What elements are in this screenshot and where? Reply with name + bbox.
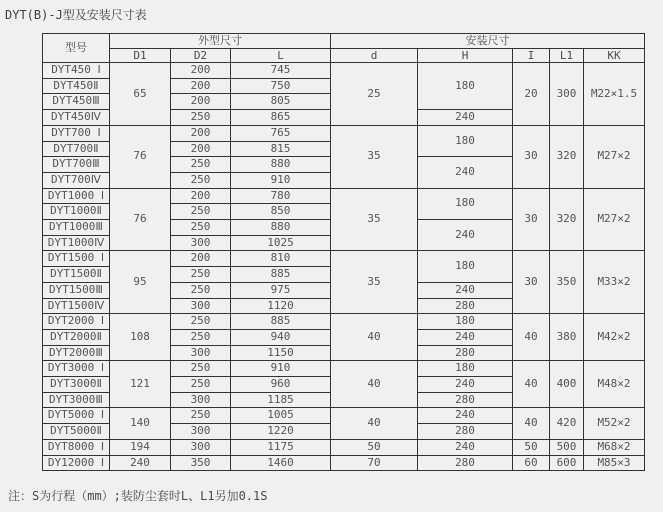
header-d: d xyxy=(331,48,418,63)
l-cell: 1120 xyxy=(231,298,331,314)
d-cell: 35 xyxy=(331,125,418,188)
header-l1: L1 xyxy=(550,48,584,63)
l1-cell: 400 xyxy=(550,361,584,408)
l1-cell: 420 xyxy=(550,408,584,439)
model-cell: DYT2000Ⅲ xyxy=(43,345,110,361)
l-cell: 960 xyxy=(231,377,331,393)
header-row-sub xyxy=(43,48,645,63)
model-cell: DYT450Ⅱ xyxy=(43,78,110,94)
table-row xyxy=(43,188,645,204)
h-cell: 240 xyxy=(418,329,513,345)
h-cell: 180 xyxy=(418,251,513,282)
d1-cell: 76 xyxy=(110,125,171,188)
h-cell: 240 xyxy=(418,408,513,424)
d2-cell: 250 xyxy=(171,408,231,424)
model-cell: DYT1500Ⅲ xyxy=(43,282,110,298)
i-cell: 40 xyxy=(513,408,550,439)
l-cell: 865 xyxy=(231,110,331,126)
d-cell: 40 xyxy=(331,361,418,408)
header-d1: D1 xyxy=(110,48,171,63)
d2-cell: 250 xyxy=(171,314,231,330)
d2-cell: 250 xyxy=(171,204,231,220)
l1-cell: 380 xyxy=(550,314,584,361)
i-cell: 40 xyxy=(513,361,550,408)
d2-cell: 350 xyxy=(171,455,231,471)
l-cell: 880 xyxy=(231,220,331,236)
l1-cell: 320 xyxy=(550,188,584,251)
l1-cell: 300 xyxy=(550,63,584,126)
table-body xyxy=(43,63,645,471)
header-outer-dims: 外型尺寸 xyxy=(110,34,331,49)
table-row xyxy=(43,63,645,79)
i-cell: 50 xyxy=(513,439,550,455)
header-d2: D2 xyxy=(171,48,231,63)
kk-cell: M22×1.5 xyxy=(584,63,645,126)
header-model: 型号 xyxy=(43,34,110,63)
d1-cell: 108 xyxy=(110,314,171,361)
d-cell: 50 xyxy=(331,439,418,455)
d2-cell: 250 xyxy=(171,172,231,188)
kk-cell: M68×2 xyxy=(584,439,645,455)
d1-cell: 76 xyxy=(110,188,171,251)
l-cell: 765 xyxy=(231,125,331,141)
d1-cell: 140 xyxy=(110,408,171,439)
l-cell: 1150 xyxy=(231,345,331,361)
d-cell: 35 xyxy=(331,188,418,251)
page-title: DYT(B)-J型及安装尺寸表 xyxy=(5,8,147,22)
i-cell: 20 xyxy=(513,63,550,126)
l-cell: 910 xyxy=(231,361,331,377)
kk-cell: M33×2 xyxy=(584,251,645,314)
model-cell: DYT450Ⅳ xyxy=(43,110,110,126)
kk-cell: M48×2 xyxy=(584,361,645,408)
d2-cell: 250 xyxy=(171,361,231,377)
header-l: L xyxy=(231,48,331,63)
l-cell: 880 xyxy=(231,157,331,173)
h-cell: 280 xyxy=(418,455,513,471)
table-row xyxy=(43,361,645,377)
model-cell: DYT2000 Ⅰ xyxy=(43,314,110,330)
model-cell: DYT450Ⅲ xyxy=(43,94,110,110)
h-cell: 280 xyxy=(418,298,513,314)
kk-cell: M27×2 xyxy=(584,188,645,251)
d2-cell: 300 xyxy=(171,345,231,361)
kk-cell: M52×2 xyxy=(584,408,645,439)
d1-cell: 95 xyxy=(110,251,171,314)
i-cell: 30 xyxy=(513,125,550,188)
header-h: H xyxy=(418,48,513,63)
d2-cell: 250 xyxy=(171,267,231,283)
l-cell: 1460 xyxy=(231,455,331,471)
model-cell: DYT5000 Ⅰ xyxy=(43,408,110,424)
d1-cell: 240 xyxy=(110,455,171,471)
l-cell: 1005 xyxy=(231,408,331,424)
l-cell: 1185 xyxy=(231,392,331,408)
h-cell: 180 xyxy=(418,188,513,219)
table-row xyxy=(43,439,645,455)
l-cell: 1025 xyxy=(231,235,331,251)
l-cell: 850 xyxy=(231,204,331,220)
h-cell: 280 xyxy=(418,392,513,408)
d1-cell: 194 xyxy=(110,439,171,455)
l1-cell: 350 xyxy=(550,251,584,314)
kk-cell: M27×2 xyxy=(584,125,645,188)
model-cell: DYT1500Ⅳ xyxy=(43,298,110,314)
l-cell: 940 xyxy=(231,329,331,345)
table-row xyxy=(43,251,645,267)
d2-cell: 250 xyxy=(171,329,231,345)
header-i: I xyxy=(513,48,550,63)
model-cell: DYT8000 Ⅰ xyxy=(43,439,110,455)
d2-cell: 200 xyxy=(171,125,231,141)
l-cell: 780 xyxy=(231,188,331,204)
l-cell: 885 xyxy=(231,267,331,283)
d2-cell: 300 xyxy=(171,235,231,251)
i-cell: 30 xyxy=(513,251,550,314)
model-cell: DYT700Ⅱ xyxy=(43,141,110,157)
l-cell: 810 xyxy=(231,251,331,267)
i-cell: 30 xyxy=(513,188,550,251)
l1-cell: 600 xyxy=(550,455,584,471)
h-cell: 240 xyxy=(418,439,513,455)
model-cell: DYT700 Ⅰ xyxy=(43,125,110,141)
model-cell: DYT3000Ⅱ xyxy=(43,377,110,393)
model-cell: DYT1000Ⅳ xyxy=(43,235,110,251)
header-row-groups xyxy=(43,34,645,49)
d2-cell: 250 xyxy=(171,220,231,236)
l1-cell: 500 xyxy=(550,439,584,455)
d1-cell: 121 xyxy=(110,361,171,408)
header-kk: KK xyxy=(584,48,645,63)
l-cell: 745 xyxy=(231,63,331,79)
d-cell: 35 xyxy=(331,251,418,314)
d2-cell: 300 xyxy=(171,298,231,314)
d2-cell: 250 xyxy=(171,282,231,298)
d2-cell: 300 xyxy=(171,439,231,455)
d2-cell: 250 xyxy=(171,377,231,393)
d2-cell: 250 xyxy=(171,110,231,126)
l-cell: 885 xyxy=(231,314,331,330)
i-cell: 60 xyxy=(513,455,550,471)
d2-cell: 250 xyxy=(171,157,231,173)
model-cell: DYT5000Ⅱ xyxy=(43,424,110,440)
h-cell: 240 xyxy=(418,282,513,298)
d-cell: 25 xyxy=(331,63,418,126)
h-cell: 240 xyxy=(418,157,513,188)
h-cell: 180 xyxy=(418,63,513,110)
model-cell: DYT1500Ⅱ xyxy=(43,267,110,283)
l1-cell: 320 xyxy=(550,125,584,188)
l-cell: 1220 xyxy=(231,424,331,440)
l-cell: 975 xyxy=(231,282,331,298)
model-cell: DYT1500 Ⅰ xyxy=(43,251,110,267)
l-cell: 910 xyxy=(231,172,331,188)
h-cell: 240 xyxy=(418,220,513,251)
d1-cell: 65 xyxy=(110,63,171,126)
table-header xyxy=(43,34,645,63)
h-cell: 180 xyxy=(418,361,513,377)
kk-cell: M85×3 xyxy=(584,455,645,471)
table-row xyxy=(43,314,645,330)
d-cell: 70 xyxy=(331,455,418,471)
h-cell: 180 xyxy=(418,314,513,330)
i-cell: 40 xyxy=(513,314,550,361)
h-cell: 180 xyxy=(418,125,513,156)
table-row xyxy=(43,455,645,471)
table-row xyxy=(43,125,645,141)
kk-cell: M42×2 xyxy=(584,314,645,361)
l-cell: 805 xyxy=(231,94,331,110)
model-cell: DY12000 Ⅰ xyxy=(43,455,110,471)
header-install-dims: 安装尺寸 xyxy=(331,34,645,49)
dimension-table xyxy=(42,33,645,471)
d2-cell: 200 xyxy=(171,141,231,157)
footnote: 注：S为行程（mm）;装防尘套时L、L1另加0.1S xyxy=(8,489,268,503)
h-cell: 240 xyxy=(418,110,513,126)
d2-cell: 200 xyxy=(171,94,231,110)
model-cell: DYT3000Ⅲ xyxy=(43,392,110,408)
d2-cell: 300 xyxy=(171,424,231,440)
model-cell: DYT2000Ⅱ xyxy=(43,329,110,345)
h-cell: 280 xyxy=(418,424,513,440)
model-cell: DYT1000 Ⅰ xyxy=(43,188,110,204)
model-cell: DYT700Ⅳ xyxy=(43,172,110,188)
l-cell: 815 xyxy=(231,141,331,157)
d-cell: 40 xyxy=(331,314,418,361)
d2-cell: 200 xyxy=(171,188,231,204)
d2-cell: 200 xyxy=(171,251,231,267)
table-row xyxy=(43,408,645,424)
d2-cell: 200 xyxy=(171,63,231,79)
model-cell: DYT450 Ⅰ xyxy=(43,63,110,79)
model-cell: DYT1000Ⅱ xyxy=(43,204,110,220)
d-cell: 40 xyxy=(331,408,418,439)
l-cell: 750 xyxy=(231,78,331,94)
model-cell: DYT700Ⅲ xyxy=(43,157,110,173)
l-cell: 1175 xyxy=(231,439,331,455)
d2-cell: 300 xyxy=(171,392,231,408)
h-cell: 240 xyxy=(418,377,513,393)
model-cell: DYT3000 Ⅰ xyxy=(43,361,110,377)
d2-cell: 200 xyxy=(171,78,231,94)
h-cell: 280 xyxy=(418,345,513,361)
model-cell: DYT1000Ⅲ xyxy=(43,220,110,236)
